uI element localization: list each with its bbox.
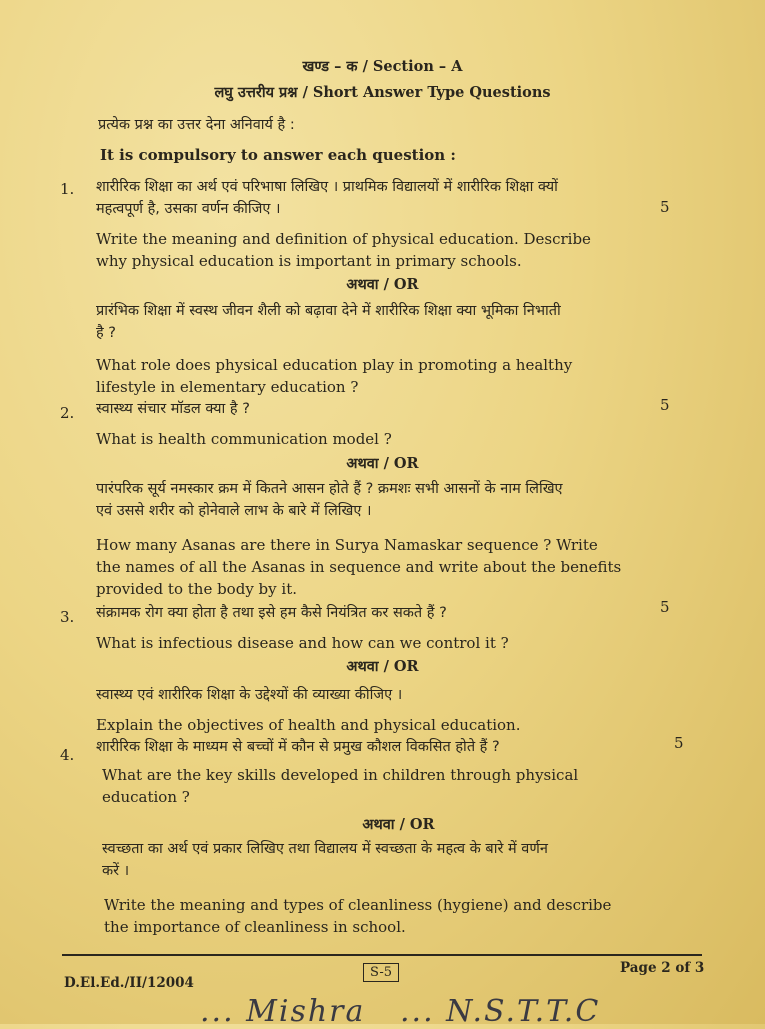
marks: 5 [660, 396, 670, 414]
or-divider: अथवा / OR [346, 455, 419, 472]
or-divider: अथवा / OR [346, 658, 419, 675]
text-line: प्रारंभिक शिक्षा में स्वस्थ जीवन शैली को बढ़ावा देने में शारीरिक शिक्षा क्या भूमिका निभाती [96, 303, 561, 319]
text-line: What is infectious disease and how can we control it ? [96, 634, 509, 652]
text-line: the names of all the Asanas in sequence and write about the benefits [96, 558, 622, 576]
question-1-hindi [96, 176, 686, 220]
handwritten-signature: ... Mishra ... N.S.T.T.C [200, 994, 601, 1029]
text-line: शारीरिक शिक्षा का अर्थ एवं परिभाषा लिखिए । प्राथमिक विद्यालयों में शारीरिक शिक्षा क्यों [96, 179, 558, 195]
text-line: Write the meaning and definition of physical education. Describe [96, 230, 591, 248]
text-line: एवं उससे शरीर को होनेवाले लाभ के बारे में लिखिए । [96, 503, 372, 519]
question-number: 4. [60, 746, 75, 764]
set-code-box: S-5 [363, 963, 399, 982]
question-1-or-english [96, 354, 686, 398]
question-4-or-hindi [102, 838, 692, 882]
marks: 5 [660, 598, 670, 616]
instruction-hindi: प्रत्येक प्रश्न का उत्तर देना अनिवार्य है : [98, 117, 295, 133]
question-4-or-english [104, 894, 694, 938]
text-line: है ? [96, 325, 117, 341]
text-line: स्वास्थ्य संचार मॉडल क्या है ? [96, 401, 250, 417]
text-line: पारंपरिक सूर्य नमस्कार क्रम में कितने आसन होते हैं ? क्रमशः सभी आसनों के नाम लिखिए [96, 481, 563, 497]
instruction-english: It is compulsory to answer each question : [100, 146, 456, 164]
question-2-or-hindi [96, 478, 686, 522]
section-heading: खण्ड – क / Section – A [302, 58, 463, 75]
page-indicator: Page 2 of 3 [620, 960, 705, 976]
question-1-english [96, 228, 686, 272]
question-number: 1. [60, 180, 75, 198]
or-divider: अथवा / OR [362, 816, 435, 833]
text-line: the importance of cleanliness in school. [104, 918, 406, 936]
question-3-english [96, 632, 686, 654]
question-number: 3. [60, 608, 75, 626]
marks: 5 [674, 734, 684, 752]
question-3-or-hindi [96, 684, 686, 706]
text-line: What role does physical education play in promoting a healthy [96, 356, 573, 374]
question-2-or-english [96, 534, 686, 600]
question-3-or-english [96, 714, 686, 736]
marks: 5 [660, 198, 670, 216]
question-2-english [96, 428, 686, 450]
text-line: provided to the body by it. [96, 580, 297, 598]
or-divider: अथवा / OR [346, 276, 419, 293]
paper-code: D.El.Ed./II/12004 [64, 975, 194, 991]
question-2-hindi [96, 398, 686, 420]
text-line: education ? [102, 788, 190, 806]
text-line: स्वास्थ्य एवं शारीरिक शिक्षा के उद्देश्यों की व्याख्या कीजिए । [96, 687, 403, 703]
text-line: What is health communication model ? [96, 430, 392, 448]
text-line: What are the key skills developed in children through physical [102, 766, 579, 784]
text-line: Write the meaning and types of cleanliness (hygiene) and describe [104, 896, 612, 914]
text-line: शारीरिक शिक्षा के माध्यम से बच्चों में कौन से प्रमुख कौशल विकसित होते हैं ? [96, 739, 500, 755]
question-4-english [102, 764, 692, 808]
footer-divider [62, 954, 702, 956]
question-3-hindi [96, 602, 686, 624]
text-line: How many Asanas are there in Surya Namaskar sequence ? Write [96, 536, 598, 554]
subheading: लघु उत्तरीय प्रश्न / Short Answer Type Questions [214, 84, 551, 101]
text-line: स्वच्छता का अर्थ एवं प्रकार लिखिए तथा विद्यालय में स्वच्छता के महत्व के बारे में वर्णन [102, 841, 548, 857]
question-4-hindi [96, 736, 686, 758]
text-line: lifestyle in elementary education ? [96, 378, 359, 396]
question-number: 2. [60, 404, 75, 422]
text-line: संक्रामक रोग क्या होता है तथा इसे हम कैसे नियंत्रित कर सकते हैं ? [96, 605, 447, 621]
text-line: महत्वपूर्ण है, उसका वर्णन कीजिए । [96, 201, 281, 217]
question-1-or-hindi [96, 300, 686, 344]
text-line: करें । [102, 863, 130, 879]
text-line: Explain the objectives of health and physical education. [96, 716, 521, 734]
text-line: why physical education is important in primary schools. [96, 252, 522, 270]
